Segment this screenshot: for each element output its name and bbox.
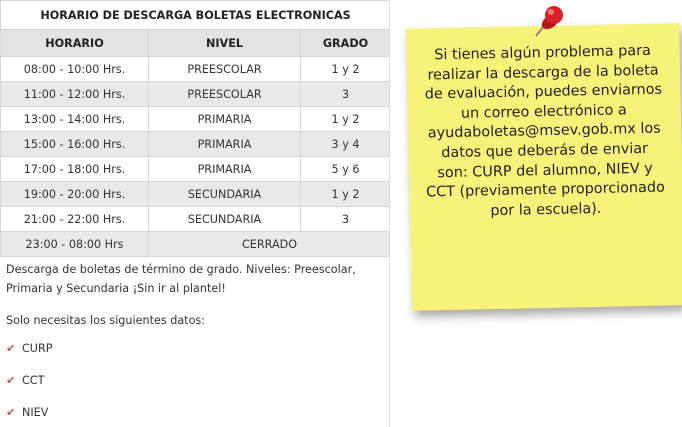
cell-nivel: PREESCOLAR <box>149 82 301 107</box>
cell-grado: 1 y 2 <box>301 182 391 207</box>
table-row-closed <box>1 232 391 257</box>
sticky-note-text: Si tienes algún problema para realizar la descarga de la boleta de evaluación, puedes enviarnos un correo electrónico a ayudaboletas@msev.gob.mx los datos que deberás de enviar son: CURP del alumno, NIEV y CCT (previamente proporcionado por la escuela). <box>424 42 665 219</box>
list-item <box>6 374 44 387</box>
cell-horario: 23:00 - 08:00 Hrs <box>1 232 149 257</box>
table-row <box>1 82 391 107</box>
list-item <box>6 342 53 355</box>
check-icon: ✔ <box>6 342 16 355</box>
requirement-label: CURP <box>22 342 53 355</box>
cell-horario: 21:00 - 22:00 Hrs. <box>1 207 149 232</box>
cell-nivel: PREESCOLAR <box>149 57 301 82</box>
list-item <box>6 406 48 419</box>
schedule-table <box>0 0 390 257</box>
cell-horario: 11:00 - 12:00 Hrs. <box>1 82 149 107</box>
requirement-label: NIEV <box>22 406 49 419</box>
cell-horario: 13:00 - 14:00 Hrs. <box>1 107 149 132</box>
cell-nivel: PRIMARIA <box>149 107 301 132</box>
cell-grado: 1 y 2 <box>301 57 391 82</box>
cell-horario: 17:00 - 18:00 Hrs. <box>1 157 149 182</box>
column-header-horario: HORARIO <box>1 30 149 57</box>
requirement-label: CCT <box>22 374 45 387</box>
column-header-grado: GRADO <box>301 30 391 57</box>
pushpin-icon <box>530 2 570 42</box>
cell-horario: 15:00 - 16:00 Hrs. <box>1 132 149 157</box>
table-row <box>1 157 391 182</box>
cell-grado: 5 y 6 <box>301 157 391 182</box>
cell-grado: 3 <box>301 82 391 107</box>
column-header-nivel: NIVEL <box>149 30 301 57</box>
cell-nivel: SECUNDARIA <box>149 207 301 232</box>
table-row <box>1 207 391 232</box>
cell-horario: 08:00 - 10:00 Hrs. <box>1 57 149 82</box>
sticky-note <box>406 23 682 311</box>
table-row <box>1 132 391 157</box>
cell-status-closed: CERRADO <box>149 232 391 257</box>
check-icon: ✔ <box>6 406 16 419</box>
cell-grado: 3 <box>301 207 391 232</box>
description-text: Descarga de boletas de término de grado. Niveles: Preescolar, Primaria y Secundaria ¡Sin ir al plantel! <box>6 263 356 295</box>
table-row <box>1 107 391 132</box>
table-row <box>1 57 391 82</box>
cell-grado: 1 y 2 <box>301 107 391 132</box>
cell-nivel: PRIMARIA <box>149 157 301 182</box>
cell-nivel: SECUNDARIA <box>149 182 301 207</box>
cell-grado: 3 y 4 <box>301 132 391 157</box>
requirements-intro: Solo necesitas los siguientes datos: <box>6 314 206 327</box>
check-icon: ✔ <box>6 374 16 387</box>
cell-horario: 19:00 - 20:00 Hrs. <box>1 182 149 207</box>
schedule-title: HORARIO DE DESCARGA BOLETAS ELECTRONICAS <box>1 1 391 30</box>
cell-nivel: PRIMARIA <box>149 132 301 157</box>
table-row <box>1 182 391 207</box>
